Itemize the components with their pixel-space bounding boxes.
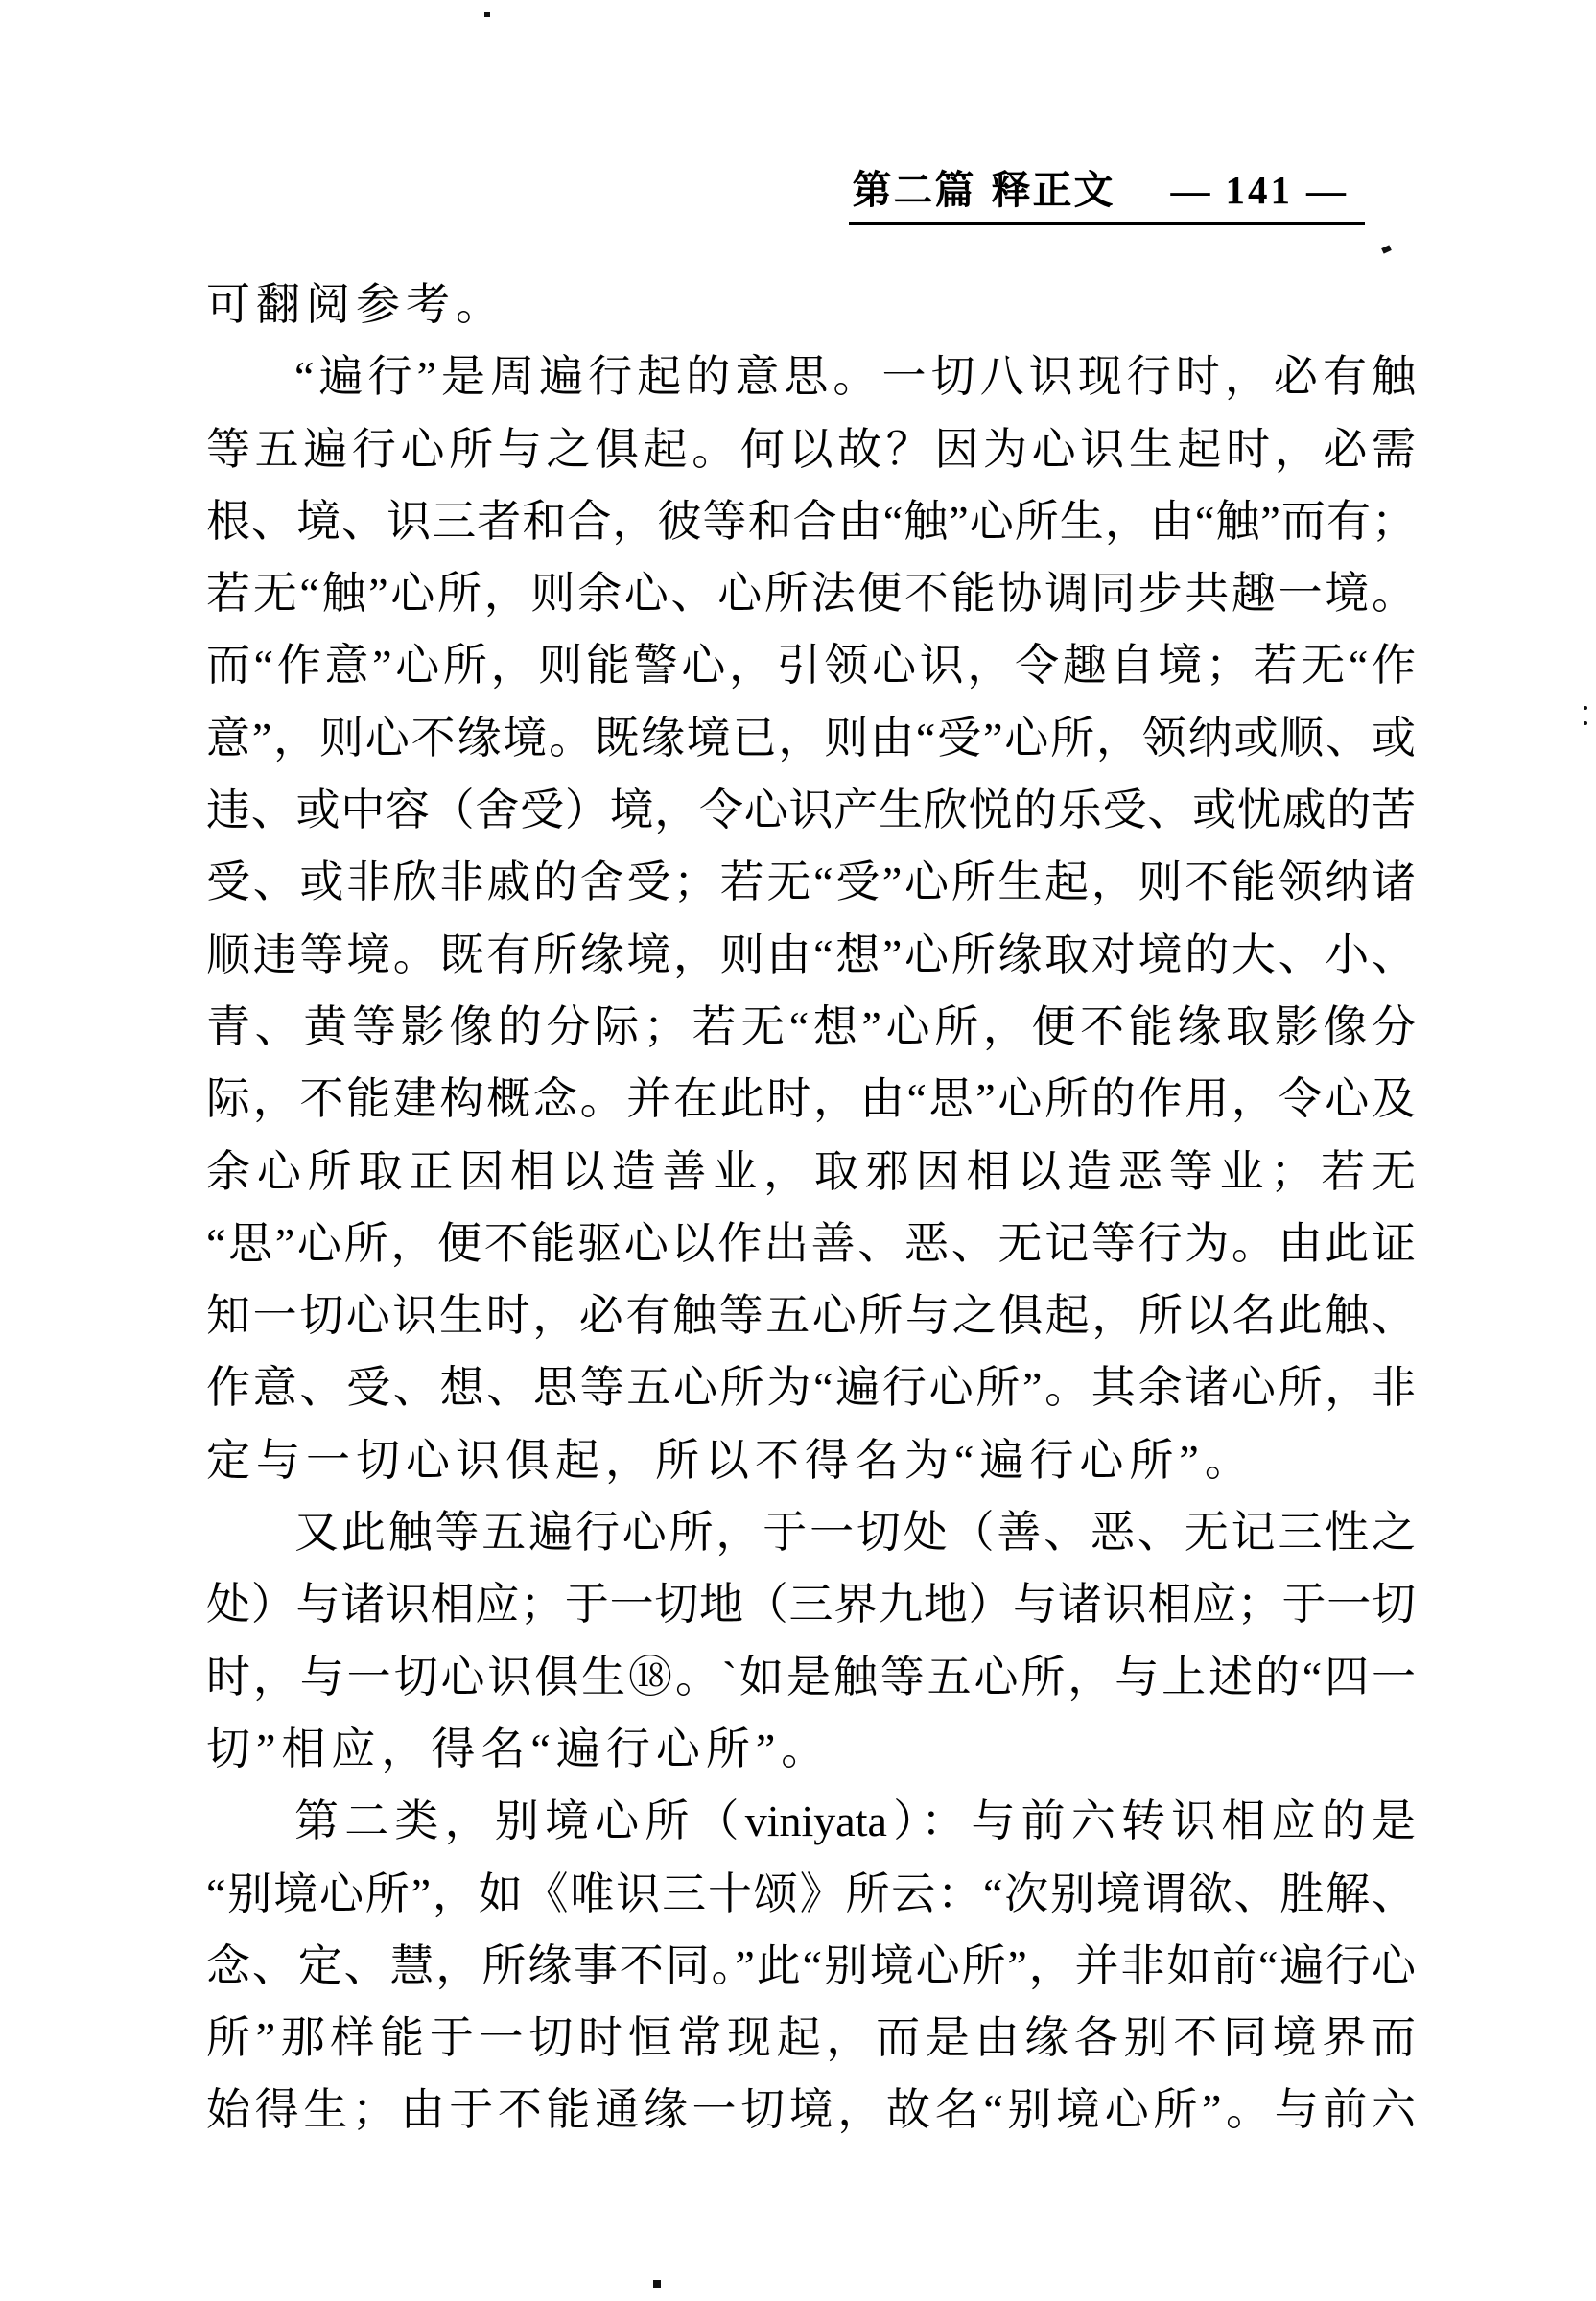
body-line: 始得生；由于不能通缘一切境，故名“别境心所”。与前六 — [206, 2085, 1416, 2135]
body-line: 违、或中容（舍受）境，令心识产生欣悦的乐受、或忧戚的苦 — [206, 786, 1416, 835]
page-body — [206, 269, 1416, 2147]
body-line: 又此触等五遍行心所，于一切处（善、恶、无记三性之 — [294, 1508, 1416, 1558]
header-dash-left: — — [1170, 168, 1212, 212]
body-line: 念、定、慧，所缘事不同。”此“别境心所”，并非如前“遍行心 — [206, 1940, 1416, 1990]
scan-artifact — [653, 2280, 661, 2288]
body-line: 际，不能建构概念。并在此时，由“思”心所的作用，令心及 — [206, 1074, 1416, 1124]
body-line: “思”心所，便不能驱心以作出善、恶、无记等行为。由此证 — [206, 1218, 1416, 1268]
scan-artifact — [1584, 721, 1587, 725]
body-line: 处）与诸识相应；于一切地（三界九地）与诸识相应；于一切 — [206, 1580, 1416, 1630]
body-line: 定与一切心识俱起，所以不得名为“遍行心所”。 — [206, 1435, 1255, 1485]
scan-artifact — [1381, 245, 1392, 253]
header-section: 第二篇 — [852, 168, 976, 212]
scan-artifact — [484, 12, 490, 17]
body-line: “别境心所”，如《唯识三十颂》所云：“次别境谓欲、胜解、 — [206, 1868, 1416, 1918]
body-line: 若无“触”心所，则余心、心所法便不能协调同步共趣一境。 — [206, 569, 1416, 619]
body-line: 切”相应，得名“遍行心所”。 — [206, 1724, 832, 1773]
body-line: 等五遍行心所与之俱起。何以故？因为心识生起时，必需 — [206, 424, 1416, 474]
body-line: 青、黄等影像的分际；若无“想”心所，便不能缘取影像分 — [206, 1001, 1416, 1051]
body-line: 意”，则心不缘境。既缘境已，则由“受”心所，领纳或顺、或 — [206, 713, 1416, 763]
body-line: 知一切心识生时，必有触等五心所与之俱起，所以名此触、 — [206, 1291, 1416, 1341]
running-header — [849, 169, 1366, 225]
body-line: “遍行”是周遍行起的意思。一切八识现行时，必有触 — [294, 352, 1416, 402]
body-line: 可翻阅参考。 — [206, 280, 505, 329]
body-line: 第二类，别境心所（viniyata）：与前六转识相应的是 — [294, 1796, 1416, 1846]
body-line: 余心所取正因相以造善业，取邪因相以造恶等业；若无 — [206, 1146, 1416, 1196]
header-dash-right: — — [1306, 168, 1348, 212]
body-line: 受、或非欣非戚的舍受；若无“受”心所生起，则不能领纳诸 — [206, 857, 1416, 907]
body-line: 顺违等境。既有所缘境，则由“想”心所缘取对境的大、小、 — [206, 929, 1416, 979]
body-line: 时，与一切心识俱生⑱。ˋ如是触等五心所，与上述的“四一 — [206, 1652, 1416, 1702]
page-number: 141 — [1225, 168, 1293, 212]
body-line: 所”那样能于一切时恒常现起，而是由缘各别不同境界而 — [206, 2013, 1416, 2063]
body-line: 而“作意”心所，则能警心，引领心识，令趣自境；若无“作 — [206, 641, 1416, 691]
scan-artifact — [1584, 706, 1587, 710]
body-line: 作意、受、想、思等五心所为“遍行心所”。其余诸心所，非 — [206, 1363, 1416, 1413]
body-line: 根、境、识三者和合，彼等和合由“触”心所生，由“触”而有； — [206, 496, 1416, 546]
header-chapter-title: 释正文 — [991, 168, 1115, 212]
